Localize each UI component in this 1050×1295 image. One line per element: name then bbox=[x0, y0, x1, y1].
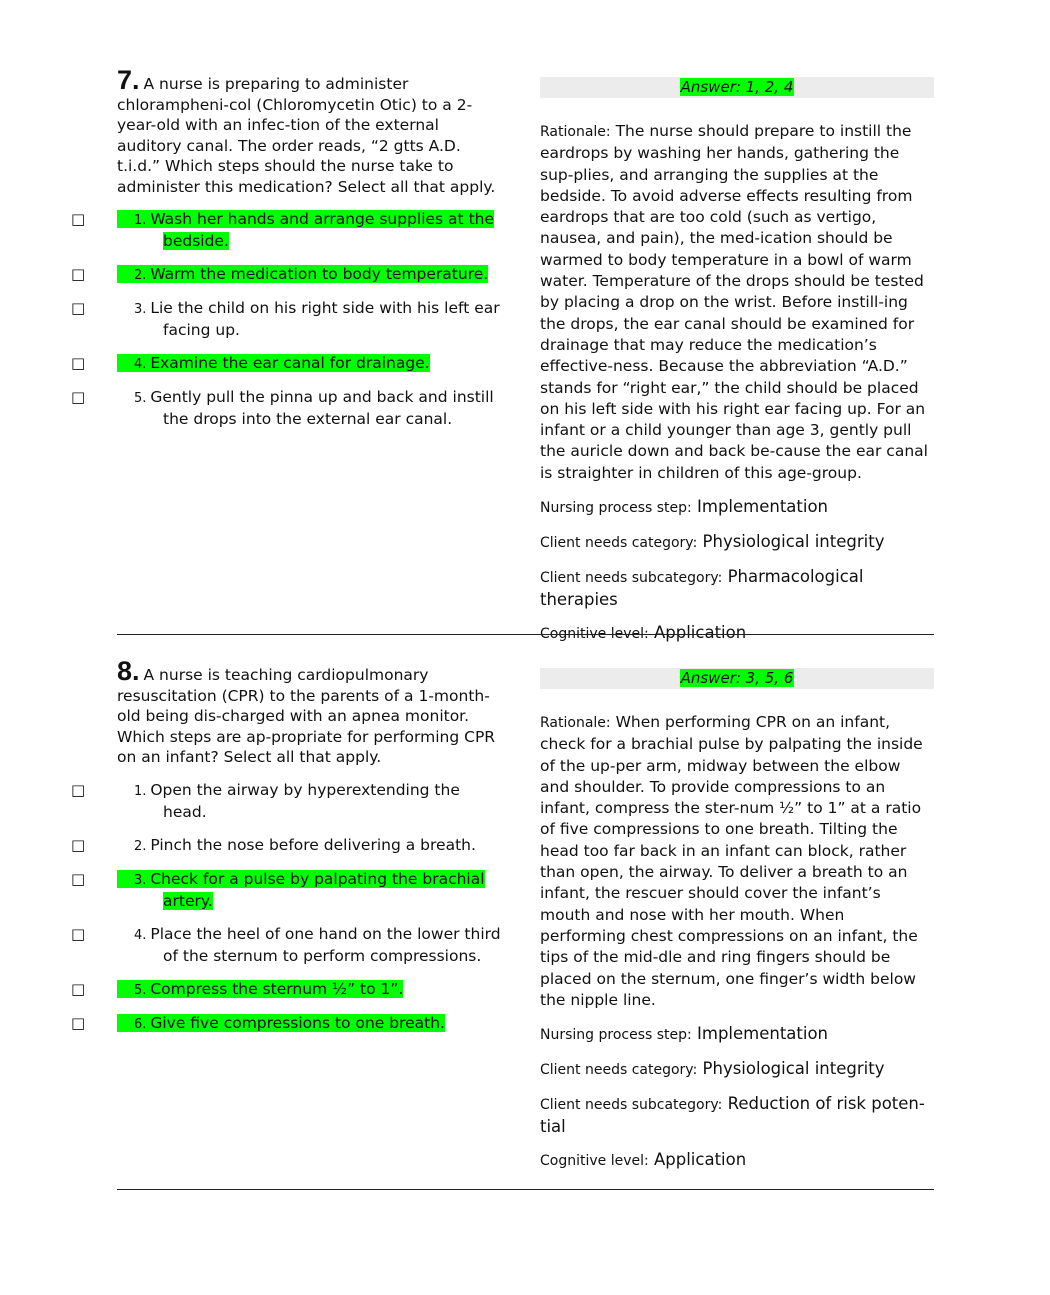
checkbox-icon[interactable]: □ bbox=[71, 924, 86, 943]
option-number: 6. bbox=[133, 1016, 147, 1032]
rationale-label: Rationale: bbox=[540, 124, 611, 140]
section-divider bbox=[117, 634, 934, 635]
option-5[interactable] bbox=[71, 387, 507, 430]
meta-cognitive-level: Cognitive level: Application bbox=[540, 623, 747, 643]
meta-client-needs-category: Client needs category: Physiological integrity bbox=[540, 532, 885, 552]
option-number: 2. bbox=[133, 838, 147, 854]
rationale-text: The nurse should prepare to instill the eardrops by washing her hands, gathering the sup-plies, and arranging the supplies at the bedside. To avoid adverse effects resulting from eardrops that are too cold (such as vertigo, nausea, and pain), the med-ication should be warmed to body temperature in a bowl of warm water. Temperature of the drops should be tested by placing a drop on the wrist. Before instill-ing the drops, the ear canal should be examined for drainage that may reduce the medication’s effective-ness. Because the abbreviation “A.D.” stands for “right ear,” the child should be placed on his left side with his right ear facing up. For an infant or a child younger than age 3, gently pull the auricle down and back be-cause the ear canal is straighter in children of this age-group. bbox=[540, 122, 928, 482]
question-stem bbox=[117, 65, 507, 197]
checkbox-icon[interactable]: □ bbox=[71, 299, 86, 317]
rationale bbox=[540, 121, 934, 484]
checkbox-icon[interactable]: □ bbox=[71, 210, 86, 228]
option-4[interactable] bbox=[71, 353, 507, 375]
option-number: 1. bbox=[133, 213, 147, 228]
option-number: 5. bbox=[133, 391, 147, 406]
option-number: 2. bbox=[133, 268, 147, 283]
checkbox-icon[interactable]: □ bbox=[71, 780, 86, 799]
rationale-label: Rationale: bbox=[540, 715, 611, 731]
option-text: Wash her hands and arrange supplies at the bedside. bbox=[150, 210, 495, 250]
option-text: Check for a pulse by palpating the brachial artery. bbox=[150, 869, 485, 910]
meta-client-needs-subcategory: Client needs subcategory: Reduction of risk poten-tial bbox=[540, 1094, 925, 1137]
option-text: Gently pull the pinna up and back and instill the drops into the external ear canal. bbox=[150, 388, 494, 428]
answer-bar bbox=[540, 668, 934, 689]
answer-text: Answer: 3, 5, 6 bbox=[680, 669, 794, 687]
option-text: Open the airway by hyperextending the head. bbox=[150, 780, 460, 821]
option-number: 4. bbox=[133, 927, 147, 943]
checkbox-icon[interactable]: □ bbox=[71, 388, 86, 406]
answer-column bbox=[540, 77, 934, 645]
meta-nursing-process: Nursing process step: Implementation bbox=[540, 1024, 829, 1044]
meta-client-needs-category: Client needs category: Physiological integrity bbox=[540, 1059, 885, 1079]
option-text: Give five compressions to one breath. bbox=[150, 1013, 445, 1032]
option-number: 4. bbox=[133, 357, 147, 372]
answer-column bbox=[540, 668, 934, 1172]
option-2[interactable] bbox=[71, 835, 507, 857]
question-column bbox=[71, 656, 507, 1035]
meta-cognitive-level: Cognitive level: Application bbox=[540, 1150, 747, 1170]
option-1[interactable] bbox=[71, 209, 507, 252]
checkbox-icon[interactable]: □ bbox=[71, 835, 86, 854]
question-number: 7. bbox=[117, 65, 140, 95]
option-2[interactable] bbox=[71, 264, 507, 286]
option-number: 3. bbox=[133, 872, 147, 888]
checkbox-icon[interactable]: □ bbox=[71, 1013, 86, 1032]
answer-text: Answer: 1, 2, 4 bbox=[680, 78, 794, 96]
option-6[interactable] bbox=[71, 1013, 507, 1035]
option-text: Warm the medication to body temperature. bbox=[150, 265, 489, 283]
option-3[interactable] bbox=[71, 298, 507, 341]
meta-nursing-process: Nursing process step: Implementation bbox=[540, 497, 829, 517]
question-number: 8. bbox=[117, 656, 140, 686]
question-column bbox=[71, 65, 507, 430]
option-text: Lie the child on his right side with his left ear facing up. bbox=[150, 299, 500, 339]
option-text: Place the heel of one hand on the lower third of the sternum to perform compressions. bbox=[150, 924, 501, 965]
question-text: A nurse is teaching cardiopulmonary resuscitation (CPR) to the parents of a 1-month-old being dis-charged with an apnea monitor. Which steps are ap-propriate for performing CPR on an infant? Select all that apply. bbox=[117, 666, 496, 766]
question-stem bbox=[117, 656, 507, 768]
option-number: 1. bbox=[133, 783, 147, 799]
answer-bar bbox=[540, 77, 934, 98]
option-3[interactable] bbox=[71, 869, 507, 912]
option-number: 3. bbox=[133, 302, 147, 317]
checkbox-icon[interactable]: □ bbox=[71, 265, 86, 283]
rationale-text: When performing CPR on an infant, check for a brachial pulse by palpating the inside of the up-per arm, midway between the elbow and shoulder. To provide compressions to an infant, compress the ster-num ½” to 1” at a ratio of five compressions to one breath. Tilting the head too far back in an infant can block, rather than open, the airway. To deliver a breath to an infant, the rescuer should cover the infant’s mouth and nose with her mouth. When performing chest compressions on an infant, the tips of the mid-dle and ring fingers should be placed on the sternum, one finger’s width below the nipple line. bbox=[540, 713, 923, 1009]
option-text: Pinch the nose before delivering a breath. bbox=[150, 835, 476, 854]
bottom-divider bbox=[117, 1189, 934, 1190]
question-text: A nurse is preparing to administer chlorampheni-col (Chloromycetin Otic) to a 2-year-old with an infec-tion of the external auditory canal. The order reads, “2 gtts A.D. t.i.d.” Which steps should the nurse take to administer this medication? Select all that apply. bbox=[117, 75, 496, 196]
checkbox-icon[interactable]: □ bbox=[71, 979, 86, 998]
checkbox-icon[interactable]: □ bbox=[71, 354, 86, 372]
option-text: Compress the sternum ½” to 1”. bbox=[150, 979, 404, 998]
rationale bbox=[540, 712, 934, 1011]
option-5[interactable] bbox=[71, 979, 507, 1001]
checkbox-icon[interactable]: □ bbox=[71, 869, 86, 888]
option-number: 5. bbox=[133, 982, 147, 998]
meta-client-needs-subcategory: Client needs subcategory: Pharmacological therapies bbox=[540, 567, 864, 610]
option-1[interactable] bbox=[71, 780, 507, 823]
option-4[interactable] bbox=[71, 924, 507, 967]
option-text: Examine the ear canal for drainage. bbox=[150, 354, 430, 372]
